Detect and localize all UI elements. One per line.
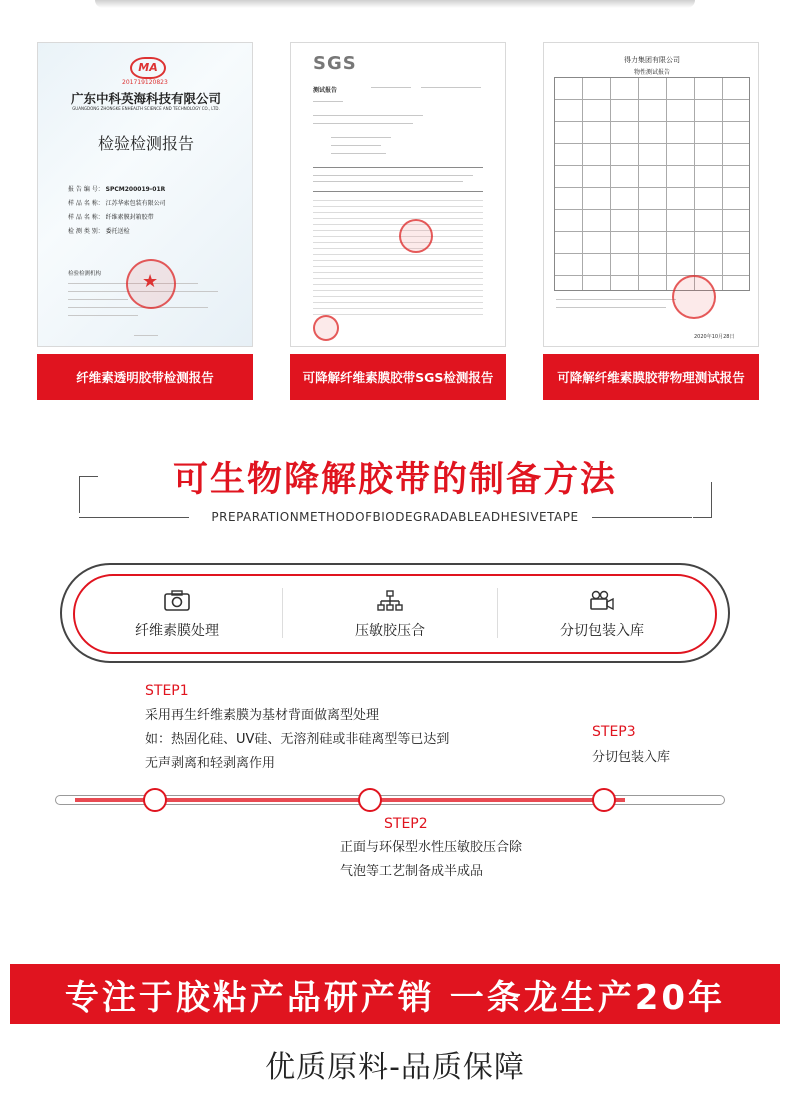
step1-description (145, 704, 449, 776)
step1-line: 采用再生纤维素膜为基材背面做离型处理 (145, 708, 380, 723)
report2-table (313, 195, 483, 315)
timeline-dot-step1 (143, 788, 167, 812)
step2-line: 正面与环保型水性压敏胶压合除 (340, 840, 523, 855)
ma-number: 201719120823 (122, 79, 168, 86)
step1-line: 无声剥离和轻剥离作用 (145, 756, 276, 771)
field-value: SPCM200019-01R (105, 186, 166, 193)
field-label: 样 品 名 称： (68, 214, 104, 221)
text-line (313, 181, 463, 182)
slogan-banner: 专注于胶粘产品研产销 一条龙生产20年 (10, 964, 780, 1024)
report1-title: 检验检测报告 (97, 134, 194, 153)
sgs-logo: SGS (313, 53, 357, 74)
camera-icon (164, 590, 190, 612)
report-caption-1: 纤维素透明胶带检测报告 (37, 354, 253, 400)
field-value: 纤维素膜封箱胶带 (105, 214, 154, 221)
text-line (313, 175, 473, 176)
process-label: 压敏胶压合 (355, 623, 425, 639)
report-image-2 (290, 42, 506, 347)
process-label: 纤维素膜处理 (135, 623, 219, 639)
text-line (556, 307, 666, 308)
text-line (331, 137, 391, 138)
report-image-1 (37, 42, 253, 347)
report-caption-3: 可降解纤维素膜胶带物理测试报告 (543, 354, 759, 400)
step3-title: STEP3 (592, 724, 636, 740)
report-caption-2: 可降解纤维素膜胶带SGS检测报告 (290, 354, 506, 400)
seal-stamp-icon: ★ (126, 259, 176, 309)
process-step-1 (77, 590, 277, 640)
report-card-2[interactable] (290, 42, 506, 400)
page-number-line (134, 335, 158, 336)
text-line (556, 299, 676, 300)
network-icon (377, 590, 403, 612)
field-label: 报 告 编 号： (68, 186, 104, 193)
text-line (371, 87, 411, 88)
text-line (68, 299, 128, 300)
report3-heading: 物性测试报告 (633, 69, 670, 76)
report-card-3[interactable] (543, 42, 759, 400)
top-shadow (95, 0, 695, 8)
text-line (313, 101, 343, 102)
left-bracket (79, 476, 98, 513)
report3-company: 得力集团有限公司 (624, 56, 680, 64)
process-divider (497, 588, 498, 638)
step1-line: 如：热固化硅、UV硅、无溶剂硅或非硅离型等已达到 (145, 732, 450, 747)
report1-company-en: GUANGDONG ZHONGKE ENHEALTH SCIENCE AND TECHNOLOGY CO., LTD. (72, 106, 220, 111)
video-camera-icon (589, 590, 615, 612)
ma-logo: MA (130, 57, 166, 79)
step2-line: 气泡等工艺制备成半成品 (340, 864, 484, 879)
step2-description (340, 836, 522, 884)
text-line (331, 145, 381, 146)
text-line (331, 153, 386, 154)
section-title: 可生物降解胶带的制备方法 (172, 460, 617, 500)
footer-tagline: 优质原料-品质保障 (265, 1050, 525, 1085)
timeline-dot-step2 (358, 788, 382, 812)
report-image-3 (543, 42, 759, 347)
text-line (68, 315, 138, 316)
report-card-1[interactable] (37, 42, 253, 400)
field-value: 委托送检 (105, 228, 130, 235)
report3-table (554, 77, 750, 291)
report1-company: 广东中科英海科技有限公司 (70, 91, 221, 106)
field-label: 检 测 类 别： (68, 228, 104, 235)
report3-date: 2020年10月28日 (694, 334, 735, 340)
step2-title: STEP2 (384, 816, 428, 832)
text-line (313, 167, 483, 168)
process-step-3 (502, 590, 702, 640)
step3-description (592, 746, 670, 770)
seal-stamp-icon (672, 275, 716, 319)
step3-line: 分切包装入库 (592, 750, 671, 765)
seal-stamp-icon (399, 219, 433, 253)
field-label: 样 品 名 称： (68, 200, 104, 207)
report2-heading: 测试报告 (313, 87, 338, 94)
section-subtitle: PREPARATIONMETHODOFBIODEGRADABLEADHESIVETAPE (211, 510, 579, 524)
process-step-2 (290, 590, 490, 640)
step1-title: STEP1 (145, 683, 189, 699)
text-line (313, 115, 423, 116)
table-rule (313, 191, 483, 192)
field-value: 江苏华索包装有限公司 (105, 200, 166, 207)
timeline-dot-step3 (592, 788, 616, 812)
seal-stamp-icon (313, 315, 339, 341)
report1-org: 检验检测机构 (68, 271, 102, 277)
text-line (313, 123, 413, 124)
text-line (68, 307, 208, 308)
text-line (421, 87, 481, 88)
process-label: 分切包装入库 (560, 623, 644, 639)
report1-fields (68, 183, 166, 239)
process-divider (282, 588, 283, 638)
